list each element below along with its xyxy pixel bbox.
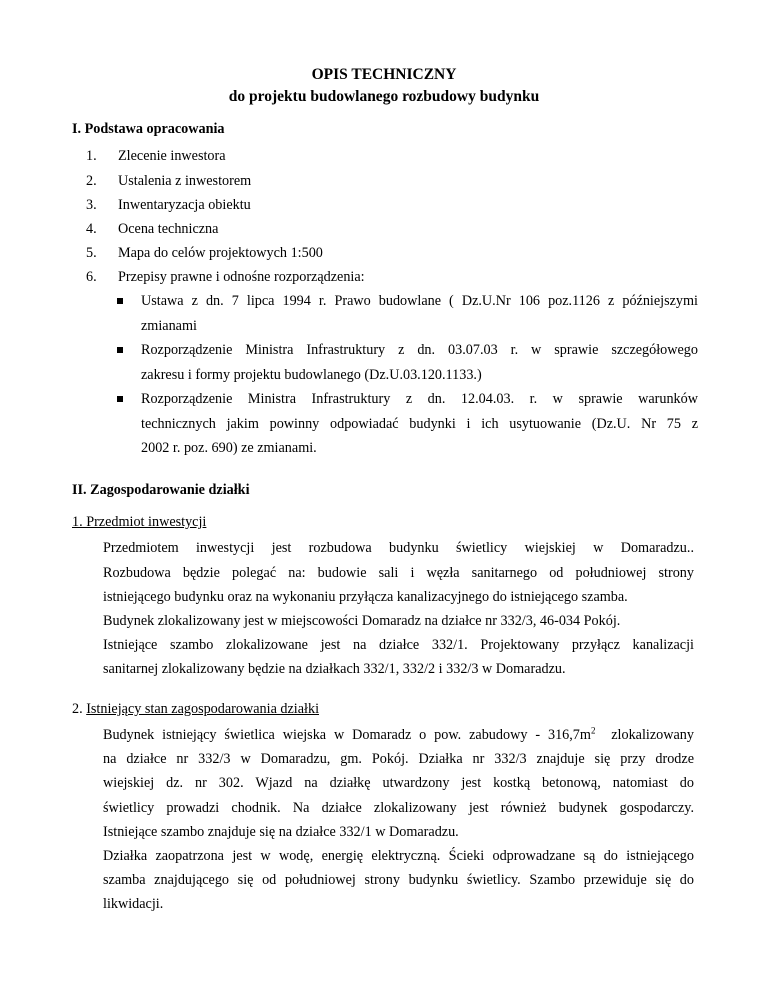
subsection-2-title: Istniejący stan zagospodarowania działki <box>86 701 320 717</box>
superscript: 2 <box>590 725 596 736</box>
paragraph-line: sanitarnej zlokalizowany będzie na działkach 332/1, 332/2 i 332/3 w Domaradzu. <box>103 661 566 677</box>
bullet-marker <box>117 298 123 304</box>
paragraph-line: świetlicy prowadzi chodnik. Na działce zlokalizowany jest również budynek gospodarczy. <box>103 800 694 816</box>
list-item: Inwentaryzacja obiektu <box>118 197 251 213</box>
paragraph-line <box>103 727 694 744</box>
paragraph-line: Istniejące szambo znajduje się na działce 332/1 w Domaradzu. <box>103 824 459 840</box>
bullet-item-line: 2002 r. poz. 690) ze zmianami. <box>141 440 317 456</box>
subsection-2-heading <box>72 701 319 718</box>
paragraph-line: Budynek zlokalizowany jest w miejscowości Domaradz na działce nr 332/3, 46-034 Pokój. <box>103 613 621 629</box>
paragraph-line: wiejskiej dz. nr 302. Wjazd na działkę utwardzony jest kostką betonową, natomiast do <box>103 775 694 791</box>
paragraph-line: Przedmiotem inwestycji jest rozbudowa budynku świetlicy wiejskiej w Domaradzu.. <box>103 540 694 556</box>
paragraph-line: istniejącego budynku oraz na wykonaniu przyłącza kanalizacyjnego do istniejącego szamba. <box>103 589 628 605</box>
bullet-item-line: technicznych jakim powinny odpowiadać budynki i ich usytuowanie (Dz.U. Nr 75 z <box>141 416 698 432</box>
subsection-1-heading: 1. Przedmiot inwestycji <box>72 514 207 530</box>
subsection-2-number: 2. <box>72 701 87 717</box>
list-item-number: 4. <box>86 221 97 237</box>
paragraph-line: szamba znajdującego się od południowej strony budynku świetlicy. Szambo przewiduje się do <box>103 872 694 888</box>
paragraph-line: na działce nr 332/3 w Domaradzu, gm. Pokój. Działka nr 332/3 znajduje się przy drodze <box>103 751 694 767</box>
section-1-heading: I. Podstawa opracowania <box>72 121 225 137</box>
bullet-item-line: zakresu i formy projektu budowlanego (Dz.U.03.120.1133.) <box>141 367 482 383</box>
document-subtitle: do projektu budowlanego rozbudowy budynku <box>228 88 540 105</box>
list-item: Ocena techniczna <box>118 221 219 237</box>
paragraph-text: Budynek istniejący świetlica wiejska w Domaradz o pow. zabudowy - 316,7m <box>103 727 591 743</box>
paragraph-line: Istniejące szambo zlokalizowane jest na działce 332/1. Projektowany przyłącz kanalizacji <box>103 637 694 653</box>
paragraph-line: Działka zaopatrzona jest w wodę, energię elektryczną. Ścieki odprowadzane są do istniejącego <box>103 848 694 864</box>
paragraph-text: zlokalizowany <box>595 727 694 743</box>
list-item: Mapa do celów projektowych 1:500 <box>118 245 323 261</box>
list-item-number: 3. <box>86 197 97 213</box>
list-item: Zlecenie inwestora <box>118 148 226 164</box>
bullet-marker <box>117 396 123 402</box>
bullet-marker <box>117 347 123 353</box>
list-item: Przepisy prawne i odnośne rozporządzenia: <box>118 269 365 285</box>
bullet-item-line: Rozporządzenie Ministra Infrastruktury z dn. 03.07.03 r. w sprawie szczegółowego <box>141 342 698 358</box>
list-item: Ustalenia z inwestorem <box>118 173 252 189</box>
section-2-heading: II. Zagospodarowanie działki <box>72 482 250 498</box>
bullet-item-line: Rozporządzenie Ministra Infrastruktury z dn. 12.04.03. r. w sprawie warunków <box>141 391 698 407</box>
paragraph-line: Rozbudowa będzie polegać na: budowie sali i węzła sanitarnego od południowej strony <box>103 565 694 581</box>
document-title: OPIS TECHNICZNY <box>311 66 457 83</box>
list-item-number: 6. <box>86 269 97 285</box>
paragraph-line: likwidacji. <box>103 896 164 912</box>
bullet-item-line: Ustawa z dn. 7 lipca 1994 r. Prawo budowlane ( Dz.U.Nr 106 poz.1126 z późniejszymi <box>141 293 698 309</box>
list-item-number: 2. <box>86 173 97 189</box>
list-item-number: 5. <box>86 245 97 261</box>
bullet-item-line: zmianami <box>141 318 197 334</box>
list-item-number: 1. <box>86 148 97 164</box>
